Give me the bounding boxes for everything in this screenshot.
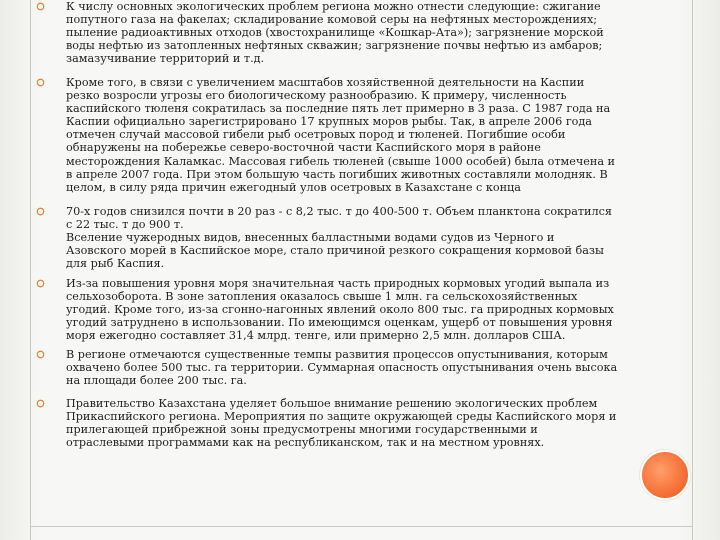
list-item-text: К числу основных экологических проблем региона можно отнести следующие: сжигание попутного газа на факелах; складирование комовой серы на нефтяных месторождениях; пыление радиоактивных отходов (хвостохранилище «Кошкар-Ата»); загрязнение морской воды нефтью из затопленных нефтяных скважин; загрязнение почвы нефтью из амбаров; замазучивание территорий и т.д. [66,0,604,66]
circle-bullet-icon [36,207,45,216]
circle-bullet-icon [36,350,45,359]
list-item-text: 70-х годов снизился почти в 20 раз - с 8,2 тыс. т до 400-500 т. Объем планктона сократился с 22 тыс. т до 900 т. Вселение чужеродных видов, внесенных балластными водами судов из Черного и Азовского морей в Каспийское море, стало причиной резкого сокращения кормовой базы для рыб Каспия. [66,205,612,271]
frame-right-line [692,0,693,540]
list-item-text: В регионе отмечаются существенные темпы развития процессов опустынивания, которым охвачено более 500 тыс. га территории. Суммарная опасность опустынивания очень высока на площади более 200 тыс. га. [66,348,618,388]
list-item-text: Кроме того, в связи с увеличением масштабов хозяйственной деятельности на Каспии резко возросли угрозы его биологическому разнообразию. К примеру, численность каспийского тюленя сократилась за последние пять лет примерно в 3 раза. С 1987 года на Каспии официально зарегистрировано 17 крупных моров рыбы. Так, в апреле 2006 года отмечен случай массовой гибели рыб осетровых пород и тюленей. Погибшие особи обнаружены на побережье северо-восточной части Каспийского моря в районе месторождения Каламкас. Массовая гибель тюленей (свыше 1000 особей) была отмечена и в апреле 2007 года. При этом большую часть погибших животных составляли молодняк. В целом, в силу ряда причин ежегодный улов осетровых в Казахстане с конца [66,76,616,194]
list-item [36,0,686,65]
decorative-orange-circle [640,450,690,500]
frame-bottom-line [30,526,693,527]
bullet-list [36,0,686,450]
list-item [36,76,615,194]
list-item-text: Правительство Казахстана уделяет большое внимание решению экологических проблем Прикаспийского региона. Мероприятия по защите окружающей среды Каспийского моря и прилегающей прибрежной зоны предусмотрены многими государственными и отраслевыми программами как на республиканском, так и на местном уровнях. [66,397,617,450]
circle-bullet-icon [36,78,45,87]
circle-bullet-icon [36,2,45,11]
list-item [36,348,617,387]
list-item [36,277,614,342]
list-item-text: Из-за повышения уровня моря значительная часть природных кормовых угодий выпала из сельхозоборота. В зоне затопления оказалось свыше 1 млн. га сельскохозяйственных угодий. Кроме того, из-за сгонно-нагонных явлений около 800 тыс. га природных кормовых угодий затруднено в использовании. По имеющимся оценкам, ущерб от повышения уровня моря ежегодно составляет 31,4 млрд. тенге, или примерно 2,5 млн. долларов США. [66,277,614,343]
circle-bullet-icon [36,399,45,408]
frame-left-line [30,0,31,540]
circle-bullet-icon [36,279,45,288]
list-item [36,397,616,449]
list-item [36,205,612,270]
